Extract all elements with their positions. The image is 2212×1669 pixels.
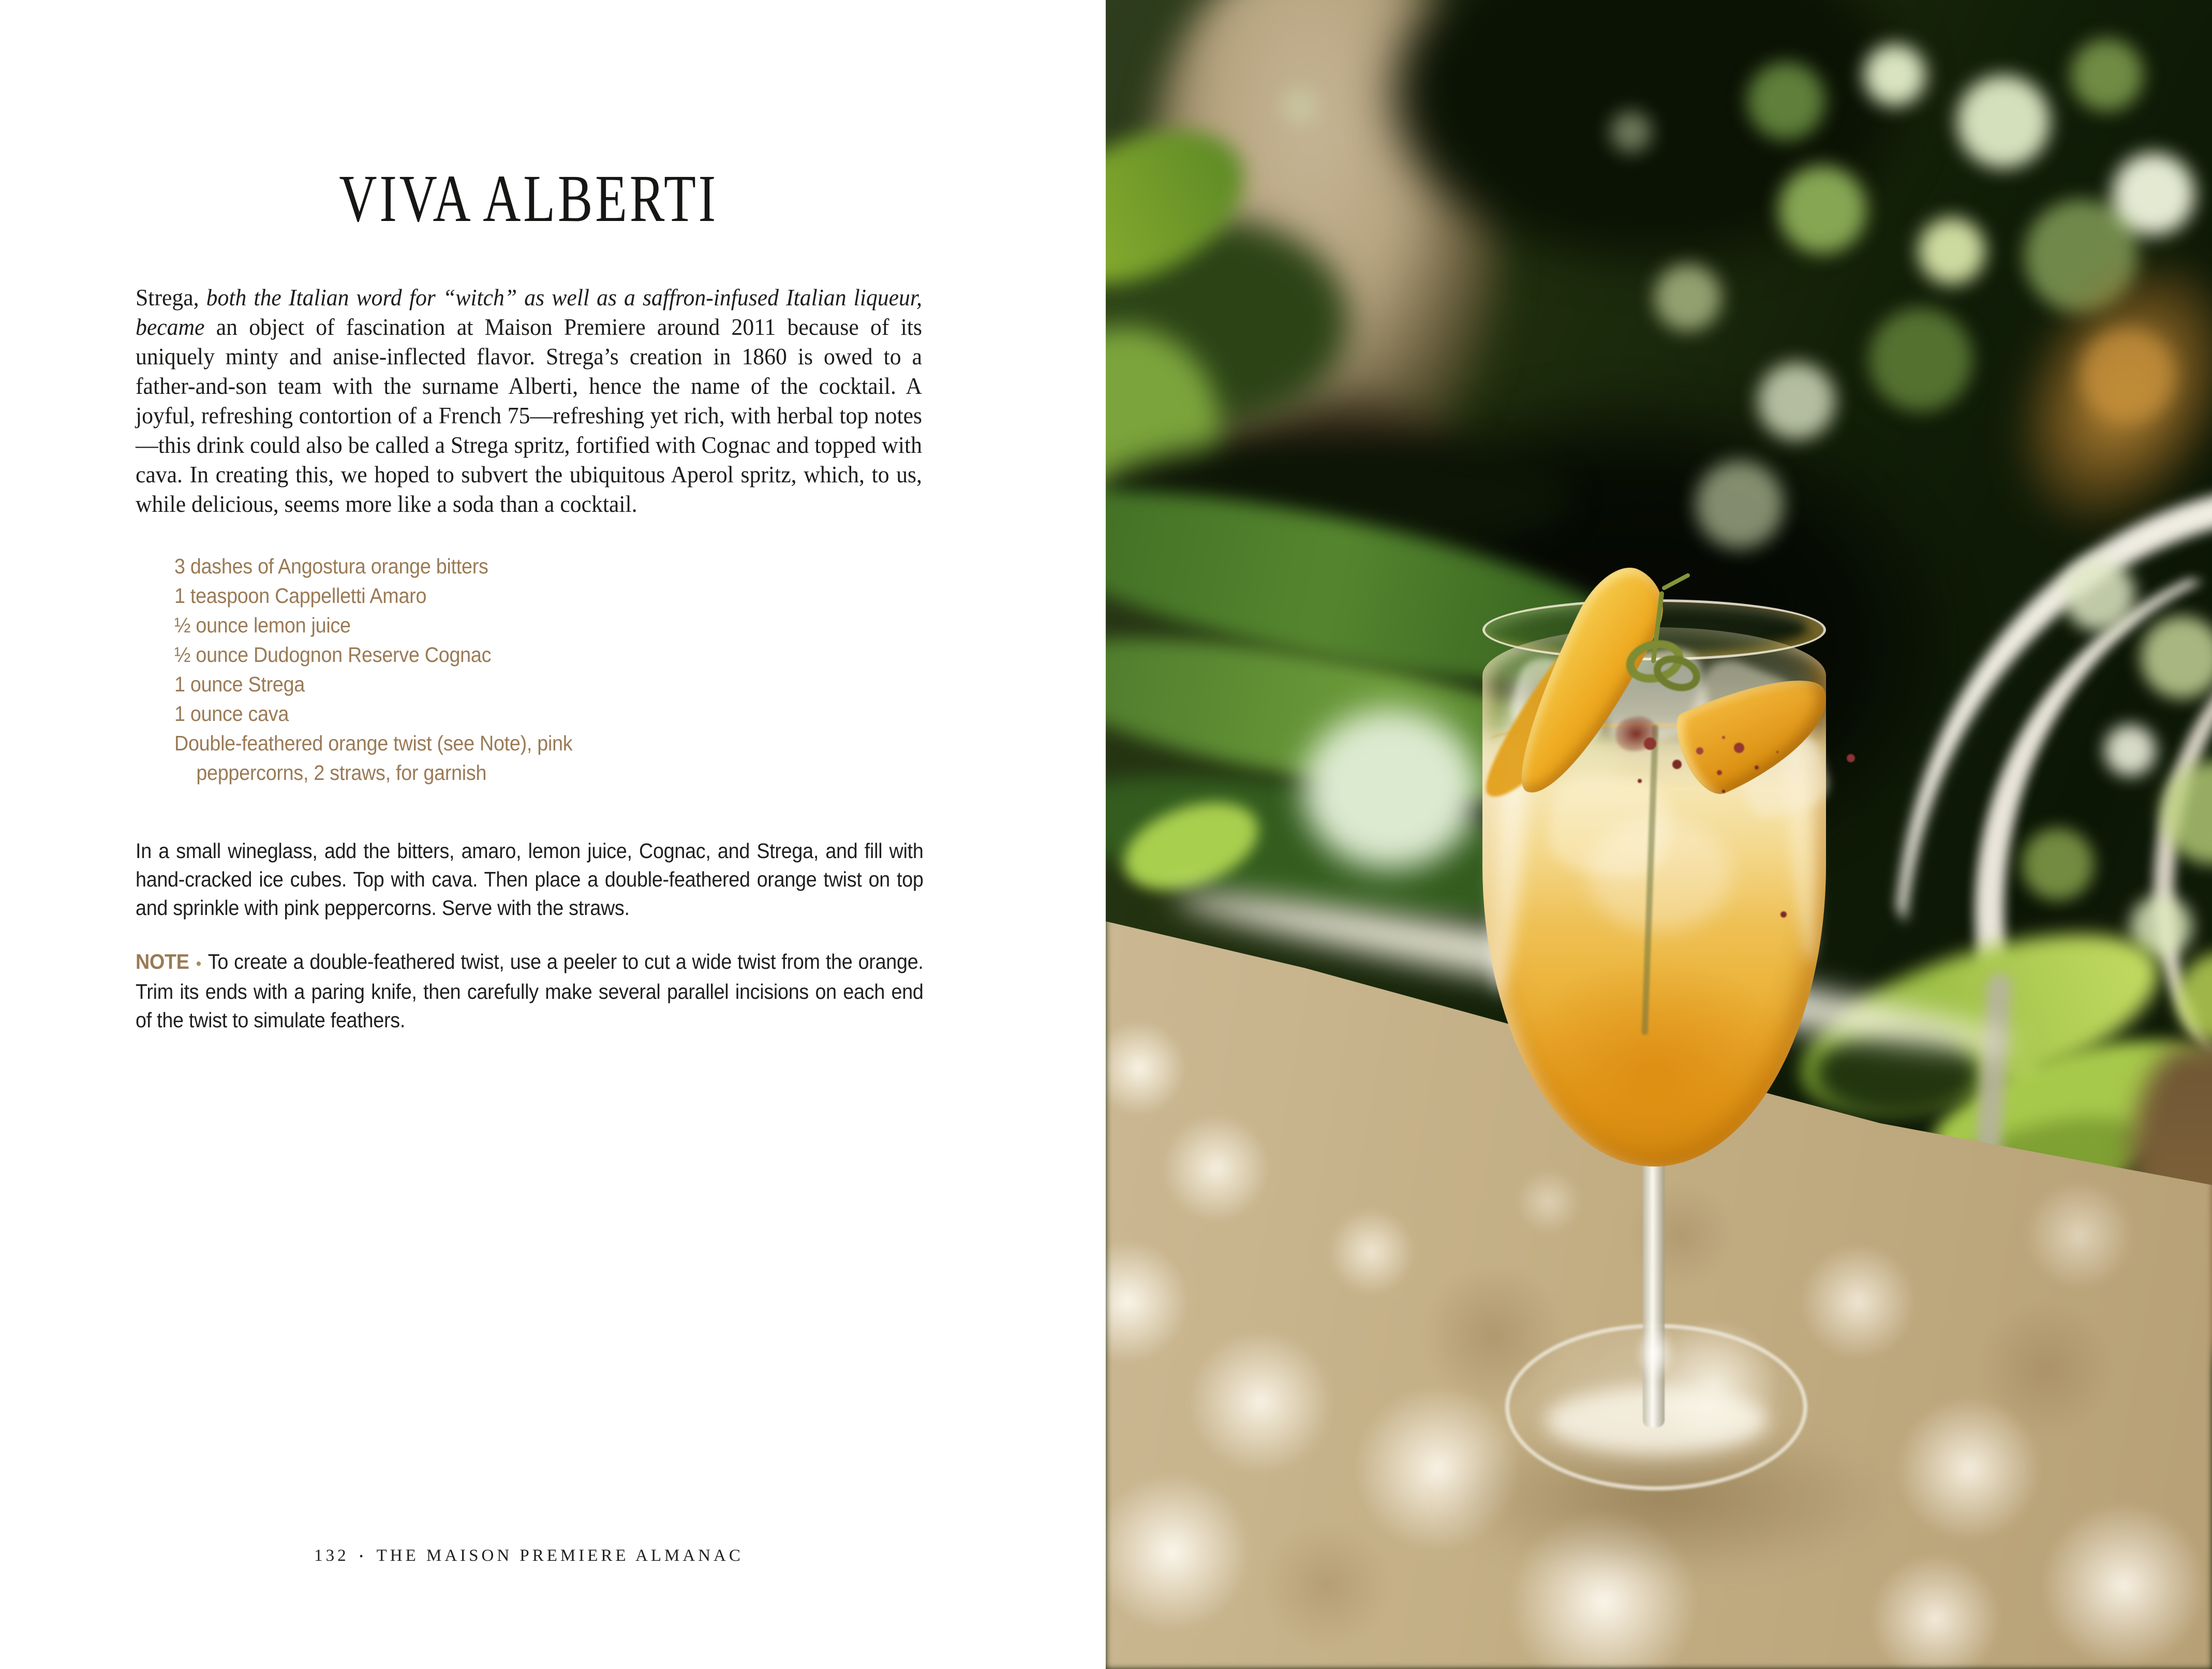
intro-lead: Strega, xyxy=(136,284,206,311)
pink-peppercorns xyxy=(1644,737,1656,750)
ingredient-list xyxy=(174,552,681,788)
ingredient-item: ½ ounce Dudognon Reserve Cognac xyxy=(174,643,492,667)
ingredient-item: 1 teaspoon Cappelletti Amaro xyxy=(174,584,427,608)
bokeh-lights-right xyxy=(2063,559,2135,631)
intro-rest: an object of fascination at Maison Premiere around 2011 because of its uniquely minty and anise-inflected flavor. Strega’s creation in 1860 is owed to a father-and-son team with the surname Alberti, hence the name of the cocktail. A joyful, refreshing contortion of a French 75—refreshing yet rich, with herbal top notes—this drink could also be called a Strega spritz, fortified with Cognac and topped with cava. In creating this, we hoped to subvert the ubiquitous Aperol spritz, which, to us, while delicious, seems more like a soda than a cocktail. xyxy=(136,314,922,517)
book-title: THE MAISON PREMIERE ALMANAC xyxy=(376,1546,744,1565)
footer-bullet: • xyxy=(359,1550,366,1562)
wine-glass-stem xyxy=(1643,1158,1665,1427)
ingredient-item: 1 ounce cava xyxy=(174,702,289,726)
note-label: NOTE xyxy=(136,950,189,973)
page-number: 132 xyxy=(314,1546,349,1565)
method-paragraph: In a small wineglass, add the bitters, amaro, lemon juice, Cognac, and Strega, and fill with hand-cracked ice cubes. Top with cava. Then place a double-feathered orange twist on top and sprinkle with pink peppercorns. Serve with the straws. xyxy=(136,839,924,920)
intro-paragraph xyxy=(136,283,922,519)
ingredient-item: 3 dashes of Angostura orange bitters xyxy=(174,554,488,578)
page-footer xyxy=(136,1546,922,1565)
page-title-text: VIVA ALBERTI xyxy=(339,161,719,237)
stem-highlight xyxy=(1635,1325,1676,1382)
ingredient-item: 1 ounce Strega xyxy=(174,672,305,696)
note-text: To create a double-feathered twist, use a peeler to cut a wide twist from the orange. Trim its ends with a paring knife, then carefully make several parallel incisions on each end of the twist to simulate feathers. xyxy=(136,950,924,1032)
note-paragraph xyxy=(136,948,924,1035)
page-title xyxy=(136,161,922,237)
cocktail-photo xyxy=(1106,0,2212,1669)
ingredient-item: Double-feathered orange twist (see Note), pink peppercorns, 2 straws, for garnish xyxy=(174,731,573,785)
bokeh-lights-upper-right xyxy=(1747,62,1825,140)
ingredient-item: ½ ounce lemon juice xyxy=(174,613,351,637)
intro-italic: both the Italian word for “witch” as well as a saffron-infused Italian liqueur, became xyxy=(136,284,922,340)
note-bullet: • xyxy=(196,953,201,973)
pale-bokeh-blob xyxy=(1302,709,1478,869)
ice-glow xyxy=(1587,818,1732,932)
